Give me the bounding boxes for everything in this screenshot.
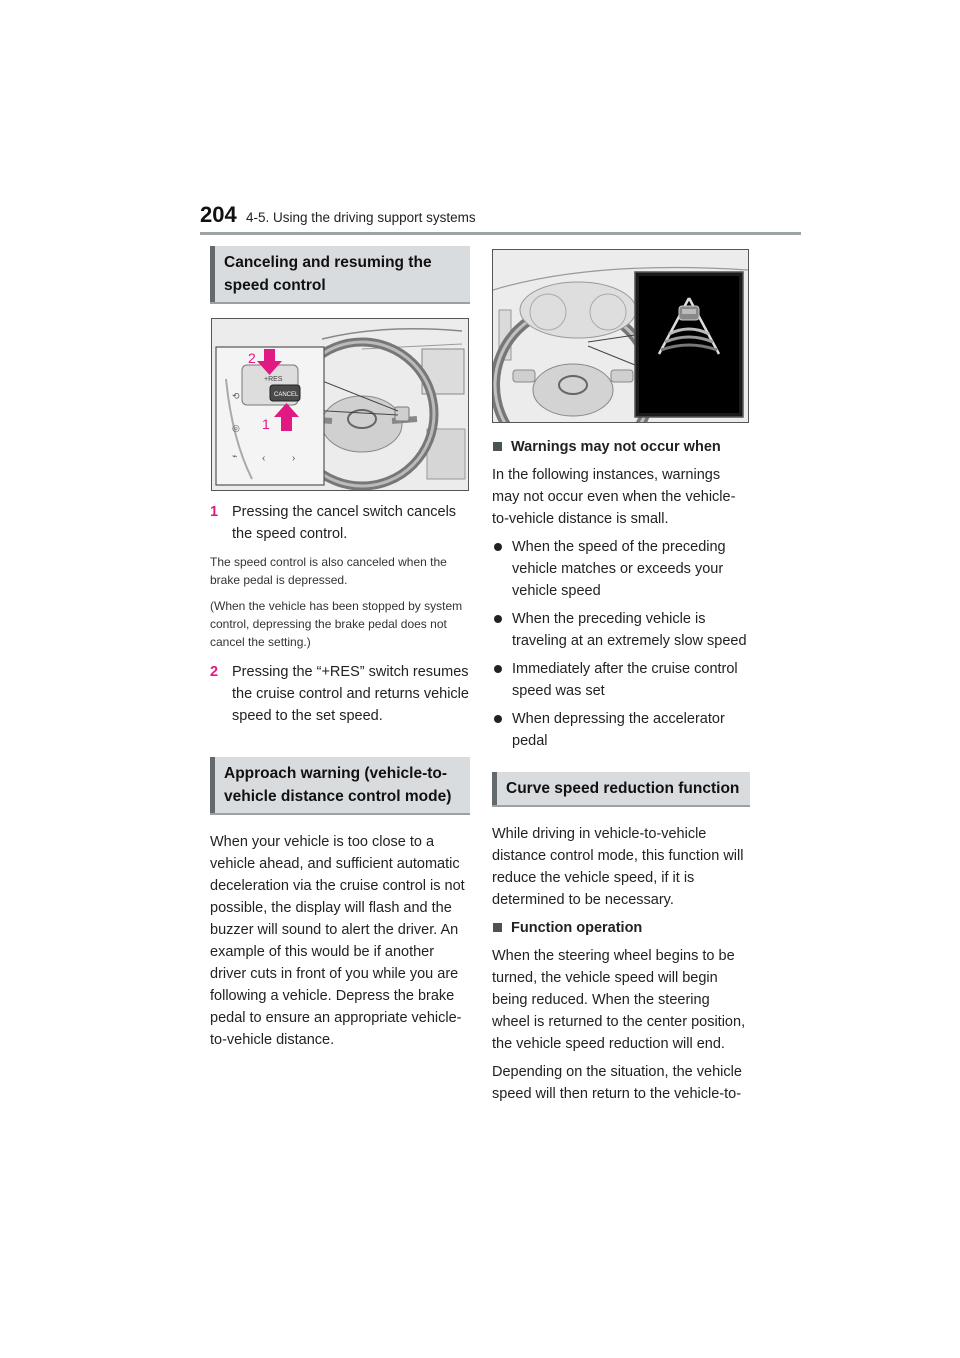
bullet-icon xyxy=(494,615,502,623)
svg-text:◎: ◎ xyxy=(232,423,240,433)
list-item-text: When the speed of the preceding vehicle matches or exceeds your vehicle speed xyxy=(512,539,726,599)
arrow-label-1: 1 xyxy=(262,416,270,432)
approach-body: When your vehicle is too close to a vehicle ahead, and sufficient automatic deceleration via the cruise control is not possible, the display will flash and the buzzer will sound to alert the driver. An example of this would be if another driver cuts in front of you while you are following a vehicle. Depress the brake pedal to ensure an appropriate vehicle-to-vehicle distance. xyxy=(210,834,465,1048)
list-item xyxy=(492,708,750,752)
bullet-icon xyxy=(494,665,502,673)
step-number: 1 xyxy=(210,504,219,520)
warnings-subheading xyxy=(492,436,750,458)
svg-text:⌁: ⌁ xyxy=(232,451,238,461)
function-body-1: When the steering wheel begins to be turned, the vehicle speed will begin being reduced. When the steering wheel is returned to the center position, the vehicle speed reduction will end. xyxy=(492,948,746,1052)
warnings-intro: In the following instances, warnings may not occur even when the vehicle-to-vehicle distance is small. xyxy=(492,467,736,527)
list-item-text: When the preceding vehicle is traveling at an extremely slow speed xyxy=(512,611,747,649)
step-1 xyxy=(210,501,470,545)
steering-switch-illustration xyxy=(211,318,469,491)
instrument-display-drawing xyxy=(493,250,748,422)
square-bullet-icon xyxy=(493,923,502,932)
right-column xyxy=(492,249,750,1105)
svg-text:‹: ‹ xyxy=(262,453,266,464)
instrument-display-illustration xyxy=(492,249,749,423)
steering-switch-drawing xyxy=(212,319,468,490)
cancel-label: CANCEL xyxy=(274,392,299,398)
page-number: 204 xyxy=(200,202,237,227)
list-item xyxy=(492,658,750,702)
curve-body: While driving in vehicle-to-vehicle distance control mode, this function will reduce the vehicle speed, if it is determined to be necessary. xyxy=(492,826,744,908)
function-body-2: Depending on the situation, the vehicle speed will then return to the vehicle-to- xyxy=(492,1064,742,1102)
res-label: +RES xyxy=(264,376,283,383)
running-head: 4-5. Using the driving support systems xyxy=(246,210,476,225)
subheading-text: Function operation xyxy=(511,920,643,936)
list-item-text: When depressing the accelerator pedal xyxy=(512,711,725,749)
note-stopped: (When the vehicle has been stopped by system control, depressing the brake pedal does not cancel the setting.) xyxy=(210,599,463,649)
svg-text:›: › xyxy=(292,453,296,464)
header-rule xyxy=(200,232,801,235)
bullet-icon xyxy=(494,715,502,723)
step-2 xyxy=(210,661,470,727)
subheading-text: Warnings may not occur when xyxy=(511,439,721,455)
list-item xyxy=(492,608,750,652)
list-item xyxy=(492,536,750,602)
section-heading-approach: Approach warning (vehicle-to-vehicle distance control mode) xyxy=(210,757,470,813)
left-column xyxy=(210,246,470,1051)
bullet-icon xyxy=(494,543,502,551)
step-text: Pressing the “+RES” switch resumes the cruise control and returns vehicle speed to the set speed. xyxy=(232,664,469,724)
list-item-text: Immediately after the cruise control speed was set xyxy=(512,661,738,699)
step-number: 2 xyxy=(210,664,219,680)
function-subheading xyxy=(492,917,750,939)
section-heading-cancel: Canceling and resuming the speed control xyxy=(210,246,470,302)
square-bullet-icon xyxy=(493,442,502,451)
section-heading-curve: Curve speed reduction function xyxy=(492,772,750,805)
step-text: Pressing the cancel switch cancels the speed control. xyxy=(232,504,457,542)
note-brake: The speed control is also canceled when the brake pedal is depressed. xyxy=(210,555,447,587)
arrow-label-2: 2 xyxy=(248,350,256,366)
svg-text:⟲: ⟲ xyxy=(232,391,240,401)
